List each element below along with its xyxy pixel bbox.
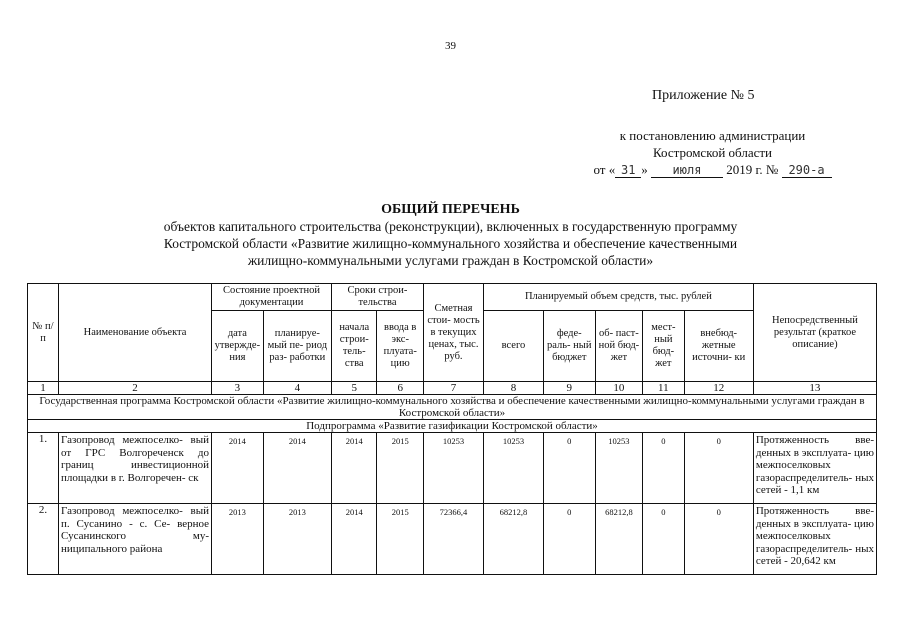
program-row: Государственная программа Костромской области «Развитие жилищно-коммунального хозяйства и обеспечение качественными жилищно-коммунальными услугами граждан в Костромской области» (28, 395, 877, 420)
row-funds-local: 0 (643, 504, 684, 575)
col-number: 1 (28, 382, 59, 395)
date-day: 31 (615, 164, 641, 178)
title-line-2: Костромской области «Развитие жилищно-коммунального хозяйства и обеспечение качественными (163, 236, 738, 251)
row-object-name: Газопровод межпоселко- вый п. Сусанино - с. Се- верное Сусанинского му- ниципального района (59, 504, 212, 575)
col-number: 5 (331, 382, 376, 395)
header-funds-group: Планируемый объем средств, тыс. рублей (483, 284, 753, 311)
row-docs-date: 2014 (212, 433, 264, 504)
header-funds-federal: феде- раль- ный бюджет (543, 311, 595, 382)
row-index: 2. (28, 504, 59, 575)
col-number: 2 (59, 382, 212, 395)
row-index: 1. (28, 433, 59, 504)
header-result: Непосредственный результат (краткое описание) (753, 284, 876, 382)
row-docs-period: 2013 (263, 504, 331, 575)
col-number: 9 (543, 382, 595, 395)
row-docs-date: 2013 (212, 504, 264, 575)
col-number: 10 (595, 382, 643, 395)
header-funds-offbudget: внебюд- жетные источни- ки (684, 311, 753, 382)
table-row (28, 504, 877, 575)
header-funds-local: мест- ный бюд- жет (643, 311, 684, 382)
row-object-name: Газопровод межпоселко- вый от ГРС Волгореченск до границ инвестиционной площадки в г. Волгоречен- ск (59, 433, 212, 504)
header-build-start: начала строи- тель- ства (331, 311, 376, 382)
col-number: 6 (377, 382, 424, 395)
col-number: 7 (423, 382, 483, 395)
row-funds-federal: 0 (543, 433, 595, 504)
header-docs-group: Состояние проектной документации (212, 284, 332, 311)
date-month: июля (651, 164, 723, 178)
objects-table (27, 283, 877, 575)
document-title (0, 201, 901, 269)
col-number: 4 (263, 382, 331, 395)
row-cost: 72366,4 (423, 504, 483, 575)
title-line-3: жилищно-коммунальными услугами граждан в Костромской области» (247, 253, 654, 268)
title-line-1: объектов капитального строительства (реконструкции), включенных в государственную программу (163, 219, 738, 234)
appendix-heading: Приложение № 5 (652, 88, 755, 103)
header-build-group: Сроки строи- тельства (331, 284, 423, 311)
row-funds-offbudget: 0 (684, 433, 753, 504)
row-funds-regional: 10253 (595, 433, 643, 504)
title-main: ОБЩИЙ ПЕРЕЧЕНЬ (381, 202, 520, 217)
row-build-start: 2014 (331, 433, 376, 504)
col-number: 8 (483, 382, 543, 395)
header-funds-total: всего (483, 311, 543, 382)
col-number: 3 (212, 382, 264, 395)
row-funds-offbudget: 0 (684, 504, 753, 575)
date-year: 2019 г. № (726, 162, 779, 177)
row-funds-local: 0 (643, 433, 684, 504)
subprogram-row: Подпрограмма «Развитие газификации Костромской области» (28, 420, 877, 433)
resolution-reference (540, 127, 885, 178)
header-build-commission: ввода в экс- плуата- цию (377, 311, 424, 382)
row-cost: 10253 (423, 433, 483, 504)
row-build-commission: 2015 (377, 433, 424, 504)
row-build-commission: 2015 (377, 504, 424, 575)
header-cost: Сметная стои- мость в текущих ценах, тыс. руб. (423, 284, 483, 382)
resolution-date-line (540, 161, 885, 178)
row-funds-total: 68212,8 (483, 504, 543, 575)
row-result: Протяженность вве- денных в эксплуата- цию межпоселковых газораспределитель- ных сетей - 20,642 км (753, 504, 876, 575)
table-row (28, 433, 877, 504)
row-build-start: 2014 (331, 504, 376, 575)
resolution-line-2: Костромской области (652, 145, 773, 160)
row-result: Протяженность вве- денных в эксплуата- цию межпоселковых газораспределитель- ных сетей - 1,1 км (753, 433, 876, 504)
header-docs-date: дата утвержде- ния (212, 311, 264, 382)
col-number: 13 (753, 382, 876, 395)
page-number: 39 (445, 40, 456, 52)
resolution-number: 290-а (782, 164, 832, 178)
col-number: 11 (643, 382, 684, 395)
row-funds-total: 10253 (483, 433, 543, 504)
date-mid: » (641, 162, 648, 177)
header-name: Наименование объекта (59, 284, 212, 382)
header-num: № п/п (28, 284, 59, 382)
row-funds-regional: 68212,8 (595, 504, 643, 575)
header-docs-period: планируе- мый пе- риод раз- работки (263, 311, 331, 382)
header-funds-regional: об- паст- ной бюд- жет (595, 311, 643, 382)
row-funds-federal: 0 (543, 504, 595, 575)
row-docs-period: 2014 (263, 433, 331, 504)
resolution-line-1: к постановлению администрации (619, 128, 806, 143)
col-number: 12 (684, 382, 753, 395)
date-prefix: от « (593, 162, 616, 177)
